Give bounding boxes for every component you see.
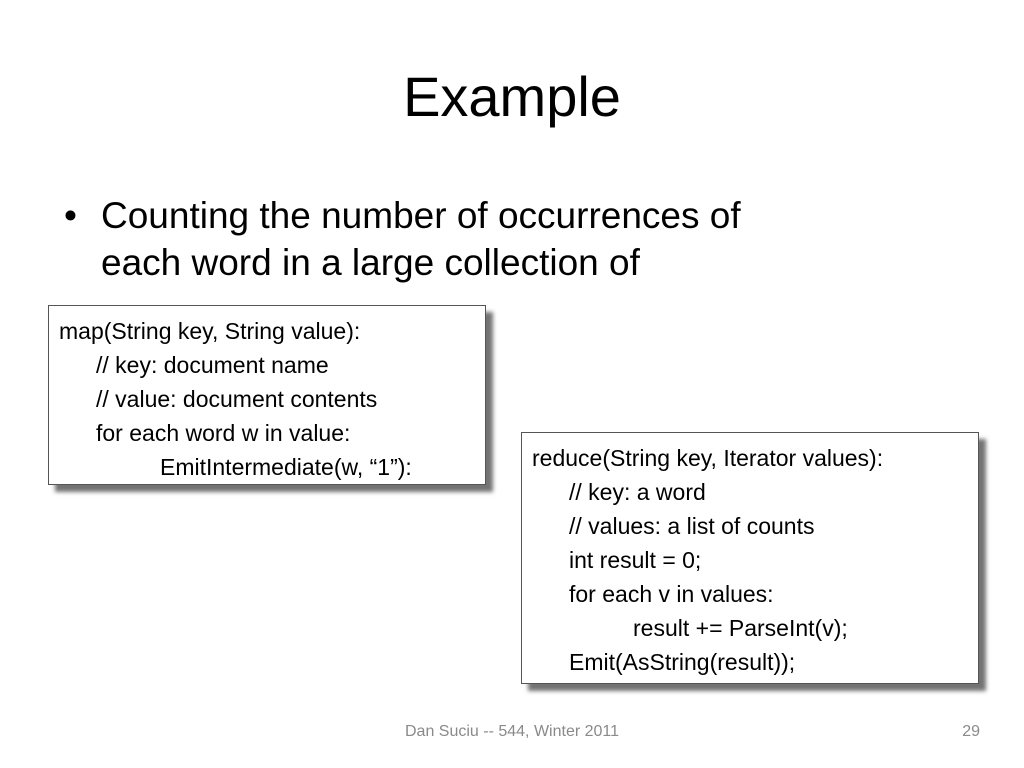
map-emit: EmitIntermediate(w, “1”): — [160, 454, 412, 480]
map-loop: for each word w in value: — [96, 420, 351, 446]
reduce-emit: Emit(AsString(result)); — [569, 649, 796, 675]
slide-title: Example — [403, 65, 621, 128]
page-number: 29 — [962, 723, 980, 740]
bullet-list — [64, 192, 944, 286]
reduce-init-result: int result = 0; — [569, 547, 702, 573]
map-comment-key: // key: document name — [96, 352, 329, 378]
reduce-loop: for each v in values: — [569, 581, 774, 607]
bullet-item — [64, 192, 944, 286]
bullet-text-line-1: Counting the number of occurrences of — [101, 195, 741, 236]
bullet-text-line-2: each word in a large collection of — [101, 242, 640, 283]
reduce-accumulate: result += ParseInt(v); — [633, 615, 848, 641]
reduce-comment-key: // key: a word — [569, 479, 706, 505]
slide-footer: Dan Suciu -- 544, Winter 2011 — [404, 723, 620, 740]
map-comment-value: // value: document contents — [96, 386, 378, 412]
map-code-box — [48, 305, 486, 485]
reduce-code-box — [521, 432, 979, 684]
reduce-signature: reduce(String key, Iterator values): — [532, 445, 884, 471]
map-signature: map(String key, String value): — [59, 318, 361, 344]
reduce-comment-values: // values: a list of counts — [569, 513, 815, 539]
bullet-marker: • — [64, 195, 77, 236]
